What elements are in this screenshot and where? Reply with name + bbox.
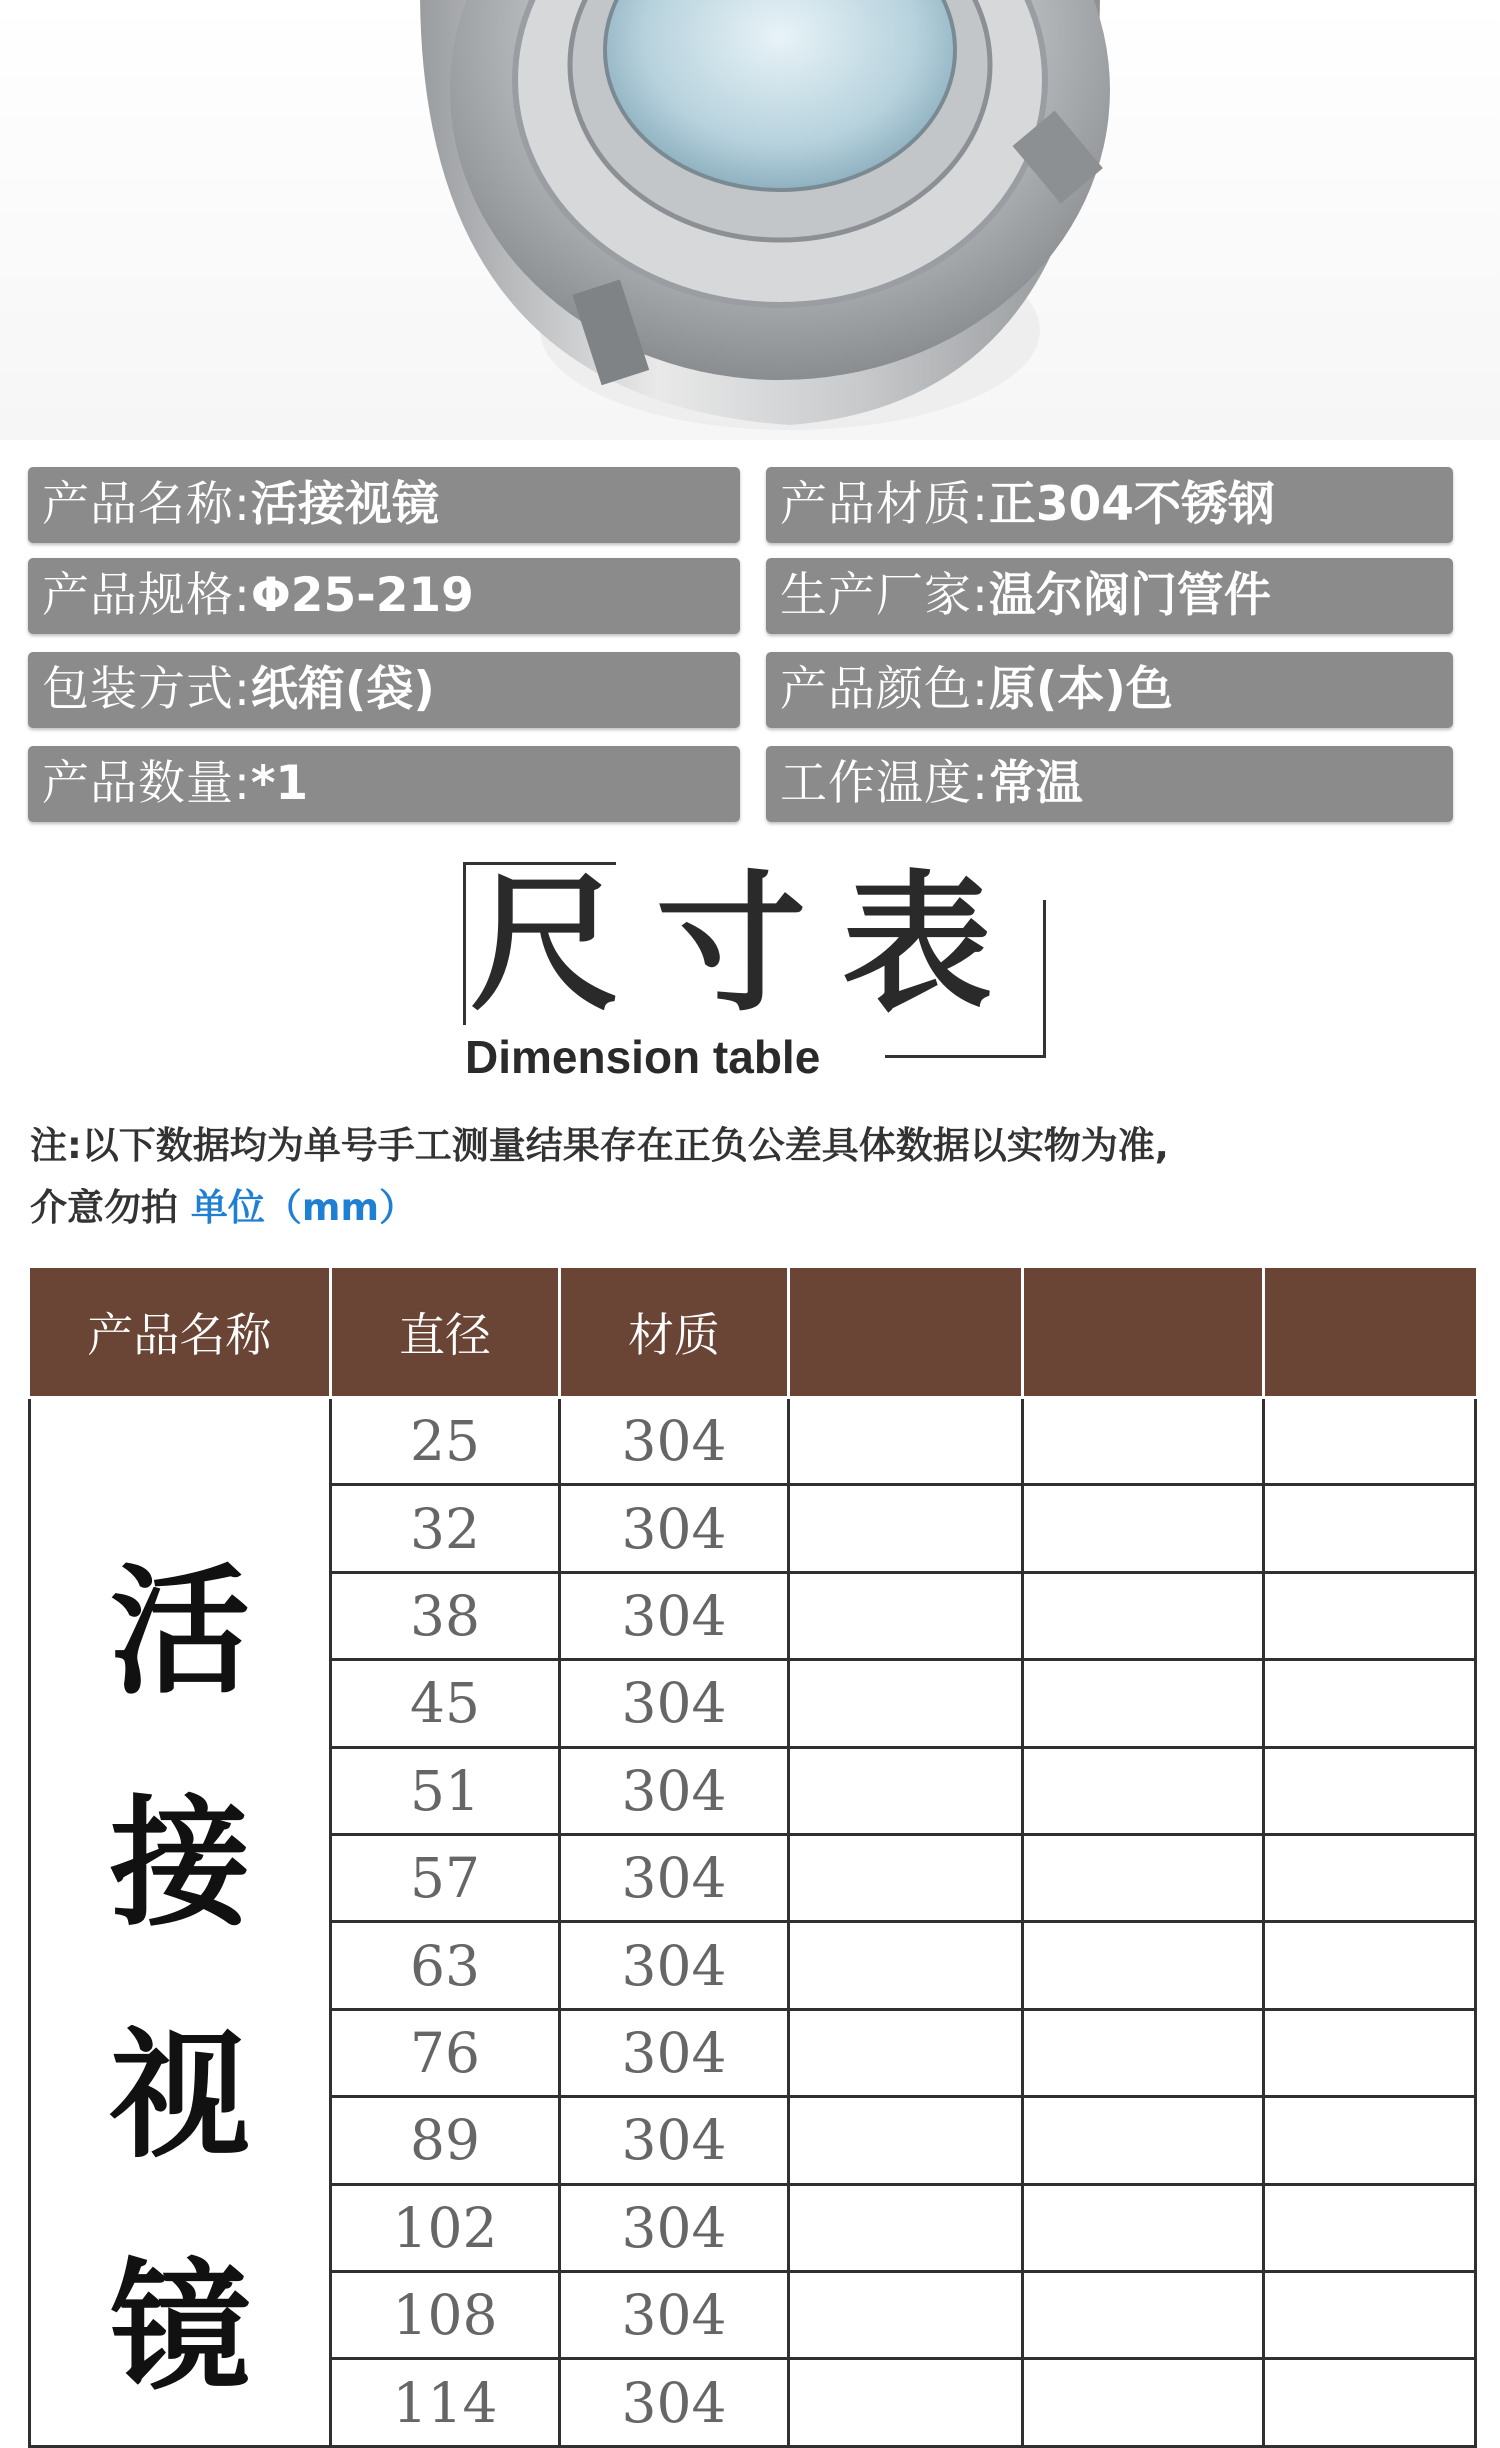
empty-cell <box>789 1572 1023 1659</box>
empty-cell <box>1023 1835 1264 1922</box>
empty-cell <box>789 1398 1023 1485</box>
empty-cell <box>1023 2097 1264 2184</box>
empty-cell <box>1264 1398 1476 1485</box>
spec-value: 温尔阀门管件 <box>988 568 1271 623</box>
diameter-cell: 114 <box>331 2359 560 2447</box>
dimension-table <box>28 1268 1477 2448</box>
empty-cell <box>789 1835 1023 1922</box>
spec-label: 产品名称: <box>42 477 251 532</box>
empty-cell <box>1264 2359 1476 2447</box>
header-diameter: 直径 <box>331 1268 560 1398</box>
empty-cell <box>1264 1572 1476 1659</box>
diameter-cell: 89 <box>331 2097 560 2184</box>
empty-cell <box>789 2097 1023 2184</box>
spec-working-temp <box>766 746 1453 822</box>
section-subtitle: Dimension table <box>465 1031 821 1083</box>
empty-cell <box>1023 1660 1264 1747</box>
material-cell: 304 <box>560 1572 789 1659</box>
diameter-cell: 57 <box>331 1835 560 1922</box>
product-name-cell <box>30 1398 331 2447</box>
product-name-vertical: 活接视镜 <box>110 1551 251 2410</box>
spec-specification <box>28 558 740 634</box>
empty-cell <box>789 1747 1023 1834</box>
empty-cell <box>1023 1485 1264 1572</box>
empty-cell <box>1023 2359 1264 2447</box>
empty-cell <box>1264 1747 1476 1834</box>
spec-material <box>766 467 1453 543</box>
empty-cell <box>789 1485 1023 1572</box>
spec-value: Φ25-219 <box>250 568 474 623</box>
material-cell: 304 <box>560 1835 789 1922</box>
diameter-cell: 51 <box>331 1747 560 1834</box>
spec-value: 正304不锈钢 <box>988 477 1275 532</box>
header-empty <box>1264 1268 1476 1398</box>
spec-value: 纸箱(袋) <box>250 662 435 717</box>
header-material: 材质 <box>560 1268 789 1398</box>
empty-cell <box>1023 2184 1264 2271</box>
table-row <box>30 1398 1476 1485</box>
empty-cell <box>1023 1922 1264 2009</box>
material-cell: 304 <box>560 1398 789 1485</box>
empty-cell <box>1023 2009 1264 2096</box>
material-cell: 304 <box>560 1922 789 2009</box>
empty-cell <box>789 2009 1023 2096</box>
diameter-cell: 32 <box>331 1485 560 1572</box>
spec-value: 常温 <box>988 756 1083 811</box>
spec-packaging <box>28 652 740 728</box>
product-photo <box>0 0 1500 440</box>
empty-cell <box>1264 2184 1476 2271</box>
material-cell: 304 <box>560 2272 789 2359</box>
diameter-cell: 102 <box>331 2184 560 2271</box>
material-cell: 304 <box>560 1747 789 1834</box>
material-cell: 304 <box>560 2184 789 2271</box>
empty-cell <box>1264 1922 1476 2009</box>
section-title: 尺寸表 <box>470 858 1029 1032</box>
spec-value: *1 <box>250 756 309 811</box>
material-cell: 304 <box>560 2097 789 2184</box>
empty-cell <box>789 2184 1023 2271</box>
spec-label: 工作温度: <box>780 756 989 811</box>
empty-cell <box>789 2272 1023 2359</box>
spec-label: 产品数量: <box>42 756 251 811</box>
spec-label: 产品规格: <box>42 568 251 623</box>
sight-glass-image <box>0 0 1500 440</box>
empty-cell <box>1264 1485 1476 1572</box>
diameter-cell: 45 <box>331 1660 560 1747</box>
spec-value: 活接视镜 <box>250 477 439 532</box>
spec-value: 原(本)色 <box>988 662 1173 717</box>
material-cell: 304 <box>560 1485 789 1572</box>
header-empty <box>789 1268 1023 1398</box>
spec-label: 产品颜色: <box>780 662 989 717</box>
note-line-2-prefix: 介意勿拍 <box>30 1186 178 1229</box>
empty-cell <box>1023 1398 1264 1485</box>
header-product-name: 产品名称 <box>30 1268 331 1398</box>
note-line-1: 注:以下数据均为单号手工测量结果存在正负公差具体数据以实物为准, <box>30 1124 1169 1167</box>
spec-label: 生产厂家: <box>780 568 989 623</box>
unit-label: 单位（mm） <box>190 1186 416 1229</box>
measurement-note <box>30 1115 1470 1239</box>
spec-label: 包装方式: <box>42 662 251 717</box>
empty-cell <box>1023 1747 1264 1834</box>
empty-cell <box>1264 2272 1476 2359</box>
empty-cell <box>1264 1835 1476 1922</box>
diameter-cell: 25 <box>331 1398 560 1485</box>
empty-cell <box>789 1660 1023 1747</box>
empty-cell <box>1023 2272 1264 2359</box>
empty-cell <box>789 1922 1023 2009</box>
note-line-2 <box>30 1177 1470 1239</box>
empty-cell <box>1264 2097 1476 2184</box>
diameter-cell: 38 <box>331 1572 560 1659</box>
empty-cell <box>1023 1572 1264 1659</box>
spec-quantity <box>28 746 740 822</box>
material-cell: 304 <box>560 1660 789 1747</box>
diameter-cell: 76 <box>331 2009 560 2096</box>
empty-cell <box>789 2359 1023 2447</box>
table-header-row <box>30 1268 1476 1398</box>
diameter-cell: 108 <box>331 2272 560 2359</box>
material-cell: 304 <box>560 2009 789 2096</box>
header-empty <box>1023 1268 1264 1398</box>
empty-cell <box>1264 1660 1476 1747</box>
empty-cell <box>1264 2009 1476 2096</box>
spec-label: 产品材质: <box>780 477 989 532</box>
diameter-cell: 63 <box>331 1922 560 2009</box>
spec-product-name <box>28 467 740 543</box>
spec-color <box>766 652 1453 728</box>
spec-manufacturer <box>766 558 1453 634</box>
material-cell: 304 <box>560 2359 789 2447</box>
